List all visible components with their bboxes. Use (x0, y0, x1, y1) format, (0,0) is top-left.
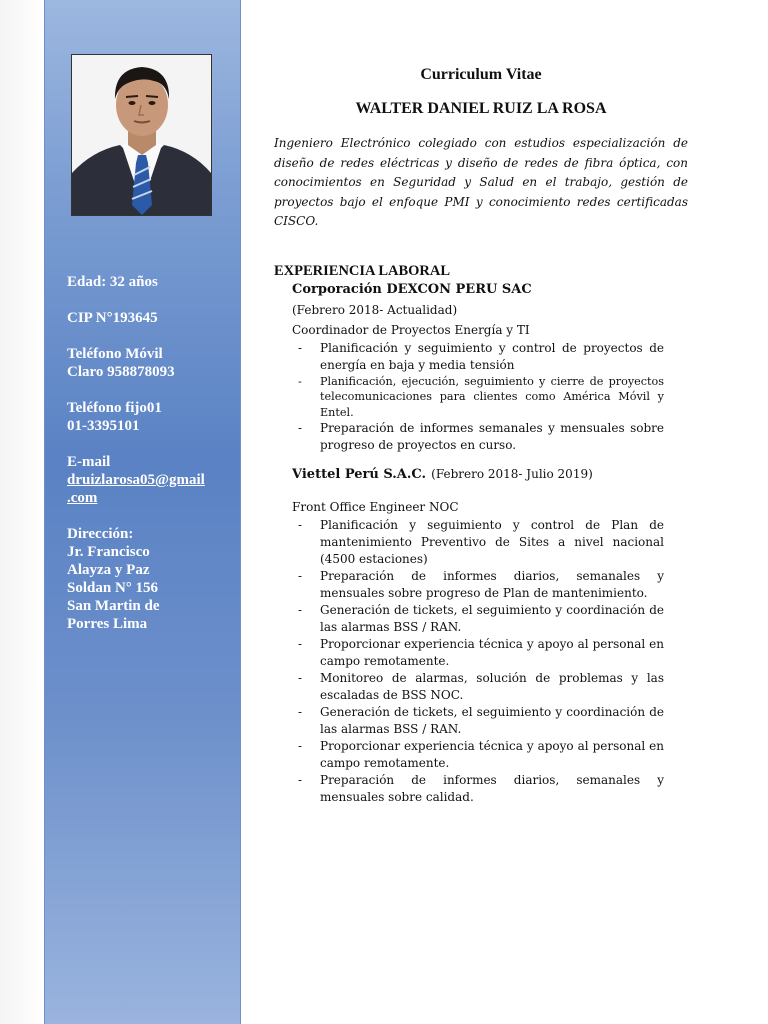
task-list (292, 340, 688, 455)
dash-bullet: - (298, 705, 303, 720)
company-line (292, 463, 688, 485)
task-text: Preparación de informes diarios, semanales y mensuales sobre progreso de Plan de mantenimiento. (320, 569, 664, 601)
address-line: San Martin de (67, 598, 160, 614)
landline-value: 01-3395101 (67, 418, 140, 434)
job-period: (Febrero 2018- Julio 2019) (431, 467, 593, 482)
job-period: (Febrero 2018- Actualidad) (292, 302, 458, 317)
cip-text: CIP N°193645 (67, 310, 158, 326)
list-item (292, 374, 664, 421)
job-entry-viettel (292, 463, 688, 806)
list-item (292, 340, 664, 374)
address-line: Alayza y Paz (67, 562, 150, 578)
address-line: Porres Lima (67, 616, 148, 632)
dash-bullet: - (298, 739, 303, 754)
main-content (274, 64, 688, 806)
list-item (292, 602, 664, 636)
list-item (292, 772, 664, 806)
email-block (67, 453, 237, 507)
dash-bullet: - (298, 569, 303, 584)
age-text: Edad: 32 años (67, 274, 158, 290)
address-line: Jr. Francisco (67, 544, 150, 560)
company-name: Corporación DEXCON PERU SAC (292, 281, 532, 297)
address-block (67, 525, 237, 633)
dash-bullet: - (298, 518, 303, 533)
dash-bullet: - (298, 637, 303, 652)
experience-heading: EXPERIENCIA LABORAL (274, 262, 451, 279)
list-item (292, 420, 664, 454)
task-text: Planificación, ejecución, seguimiento y cierre de proyectos telecomunicaciones para clientes como América Móvil y Entel. (320, 374, 664, 419)
address-line: Soldan N° 156 (67, 580, 159, 596)
list-item (292, 568, 664, 602)
task-text: Proporcionar experiencia técnica y apoyo al personal en campo remotamente. (320, 637, 664, 669)
task-text: Preparación de informes diarios, semanales y mensuales sobre calidad. (320, 773, 664, 805)
list-item (292, 517, 664, 568)
page-margin (0, 0, 44, 1024)
address-label: Dirección: (67, 526, 134, 542)
email-line-2[interactable]: .com (67, 490, 98, 506)
candidate-name: WALTER DANIEL RUIZ LA ROSA (355, 100, 607, 117)
dash-bullet: - (298, 671, 303, 686)
dash-bullet: - (298, 773, 303, 788)
email-link[interactable] (67, 471, 237, 507)
profile-photo (71, 54, 212, 216)
mobile-value: Claro 958878093 (67, 364, 175, 380)
dash-bullet: - (298, 340, 303, 355)
task-text: Generación de tickets, el seguimiento y coordinación de las alarmas BSS / RAN. (320, 705, 664, 737)
task-list (292, 517, 688, 806)
task-text: Planificación y seguimiento y control de proyectos de energía en baja y media tensión (320, 340, 664, 372)
list-item (292, 670, 664, 704)
job-role: Front Office Engineer NOC (292, 500, 459, 515)
job-role: Coordinador de Proyectos Energía y TI (292, 322, 530, 337)
list-item (292, 636, 664, 670)
dash-bullet: - (298, 374, 302, 388)
list-item (292, 738, 664, 772)
email-line-1[interactable]: druizlarosa05@gmail (67, 472, 205, 488)
sidebar (44, 0, 241, 1024)
mobile-phone (67, 345, 237, 381)
document-title: Curriculum Vitae (420, 66, 542, 83)
landline-phone (67, 399, 237, 435)
task-text: Proporcionar experiencia técnica y apoyo al personal en campo remotamente. (320, 739, 664, 771)
company-name: Viettel Perú S.A.C. (292, 467, 427, 483)
personal-info (67, 273, 237, 651)
email-label: E-mail (67, 454, 111, 470)
task-text: Preparación de informes semanales y mensuales sobre progreso de proyectos en curso. (320, 421, 664, 453)
dash-bullet: - (298, 603, 303, 618)
task-text: Generación de tickets, el seguimiento y coordinación de las alarmas BSS / RAN. (320, 603, 664, 635)
list-item (292, 704, 664, 738)
task-text: Planificación y seguimiento y control de Plan de mantenimiento Preventivo de Sites a nivel nacional (4500 estaciones) (320, 518, 664, 567)
task-text: Monitoreo de alarmas, solución de problemas y las escaladas de BSS NOC. (320, 671, 664, 703)
portrait-image (72, 55, 211, 215)
mobile-label: Teléfono Móvil (67, 346, 163, 362)
landline-label: Teléfono fijo01 (67, 400, 162, 416)
job-entry-dexcon (292, 280, 688, 455)
profile-summary: Ingeniero Electrónico colegiado con estudios especialización de diseño de redes eléctricas y diseño de redes de fibra óptica, con conocimientos en Seguridad y Salud en el trabajo, gestión de proyectos bajo el enfoque PMI y conocimiento redes certificadas CISCO. (274, 136, 688, 229)
dash-bullet: - (298, 421, 303, 436)
